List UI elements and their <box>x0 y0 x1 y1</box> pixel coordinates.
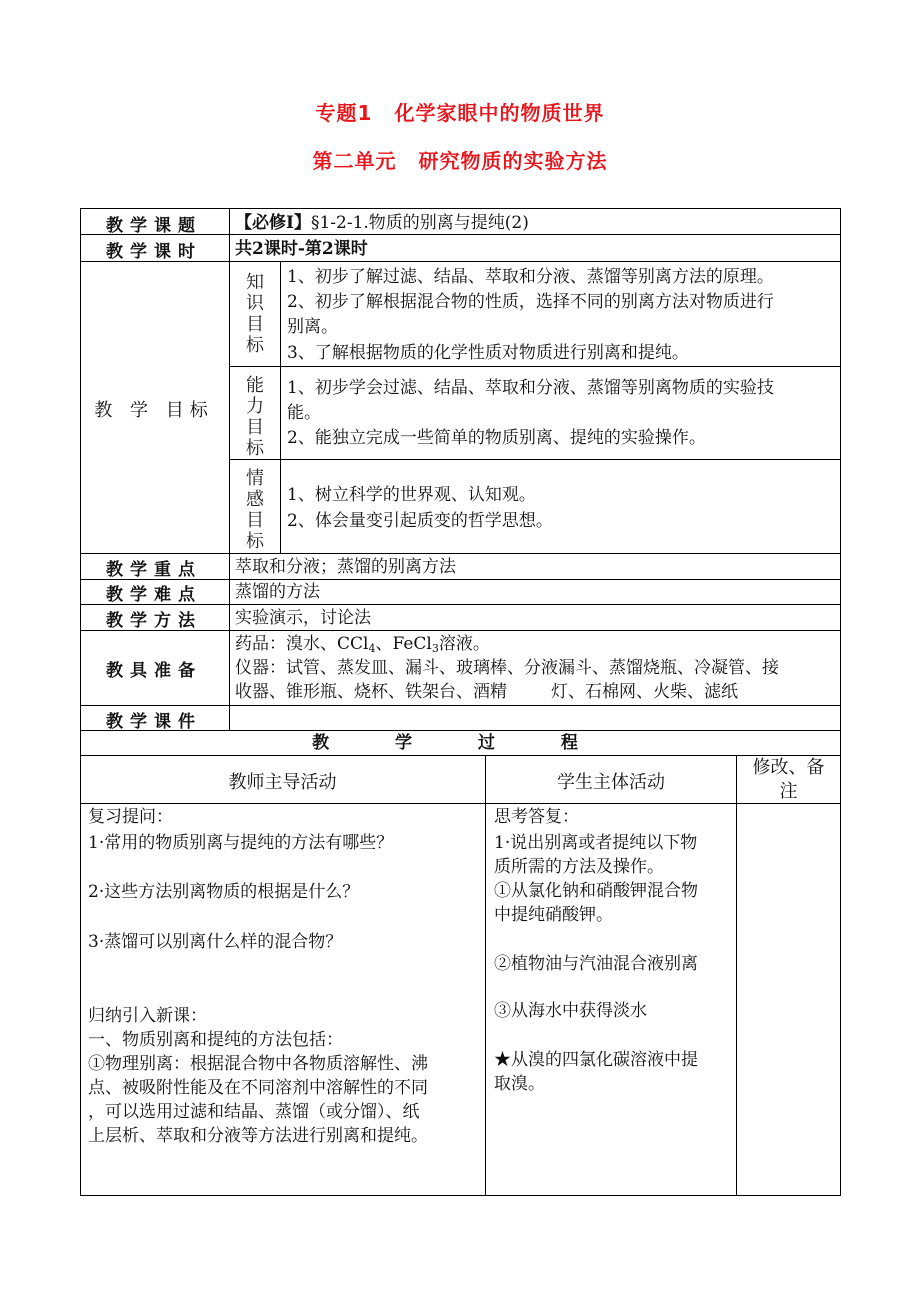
tools-drugs <box>235 632 490 656</box>
table-line <box>80 1195 841 1196</box>
student-column-header: 学生主体活动 <box>557 772 665 793</box>
table-line <box>80 553 841 554</box>
ability-label-char: 能 <box>246 375 264 396</box>
teacher-paragraph-line: 点、被吸附性能及在不同溶剂中溶解性的不同 <box>88 1078 428 1098</box>
ability-label-char: 目 <box>246 417 264 438</box>
ability-label-char: 力 <box>246 396 264 417</box>
teacher-question: 1·常用的物质别离与提纯的方法有哪些？ <box>88 833 394 853</box>
ability-item: 能。 <box>287 403 321 423</box>
table-line <box>80 755 841 756</box>
teacher-question: 2·这些方法别离物质的根据是什么？ <box>88 882 360 902</box>
teacher-review: 复习提问： <box>88 807 173 827</box>
student-think: 思考答复： <box>494 807 579 827</box>
key-point-label: 教学重点 <box>106 560 202 580</box>
table-line <box>80 803 841 804</box>
course-title-value <box>235 211 529 235</box>
student-answer-line: 质所需的方法及操作。 <box>494 857 664 877</box>
method-value: 实验演示，讨论法 <box>235 608 371 628</box>
emotion-label-char: 目 <box>246 510 264 531</box>
process-label: 教 学 过 程 <box>312 733 608 753</box>
goals-label: 教 学 目标 <box>94 400 214 421</box>
tools-label: 教具准备 <box>106 661 202 681</box>
table-line <box>840 208 841 1196</box>
teacher-paragraph-line: 上层析、萃取和分液等方法进行别离和提纯。 <box>88 1126 428 1146</box>
drug-text: 、FeCl <box>375 634 432 654</box>
teacher-section: 一、物质别离和提纯的方法包括： <box>88 1030 343 1050</box>
course-title-text: §1-2-1.物质的别离与提纯(2) <box>310 213 529 233</box>
chapter-name: 化学家眼中的物质世界 <box>394 101 605 125</box>
table-line <box>80 208 81 1196</box>
student-answer-line: ★从溴的四氯化碳溶液中提 <box>494 1050 698 1070</box>
emotion-label-char: 情 <box>246 468 264 489</box>
student-answer-line: ①从氯化钠和硝酸钾混合物 <box>494 881 698 901</box>
teacher-question: 3·蒸馏可以别离什么样的混合物？ <box>88 932 343 952</box>
table-line <box>230 366 841 367</box>
teacher-intro: 归纳引入新课： <box>88 1006 207 1026</box>
teacher-paragraph-line: ，可以选用过滤和结晶、蒸馏（或分馏）、纸 <box>88 1102 420 1122</box>
ability-goal-label <box>230 375 280 459</box>
table-line <box>80 705 841 706</box>
knowledge-item: 别离。 <box>287 317 338 337</box>
drug-text: 溶液。 <box>438 634 490 654</box>
emotion-goal-label <box>230 468 280 552</box>
knowledge-goal-label <box>230 272 280 356</box>
knowledge-item: 1、初步了解过滤、结晶、萃取和分液、蒸馏等别离方法的原理。 <box>287 267 774 287</box>
student-answer-line: ③从海水中获得淡水 <box>494 1001 647 1021</box>
ability-item: 1、初步学会过滤、结晶、萃取和分液、蒸馏等别离物质的实验技 <box>287 378 774 398</box>
student-answer-line: 1·说出别离或者提纯以下物 <box>494 833 698 853</box>
instruments-text: 收器、锥形瓶、烧杯、铁架台、酒精 <box>235 682 507 702</box>
knowledge-item: 3、了解根据物质的化学性质对物质进行别离和提纯。 <box>287 343 689 363</box>
drug-subscript: 3 <box>431 642 439 655</box>
emotion-label-char: 感 <box>246 489 264 510</box>
difficulty-value: 蒸馏的方法 <box>235 582 320 602</box>
knowledge-label-char: 识 <box>246 293 264 314</box>
chapter-number: 专题1 <box>315 101 373 125</box>
emotion-label-char: 标 <box>246 531 264 552</box>
emotion-item: 1、树立科学的世界观、认知观。 <box>287 485 536 505</box>
unit-name: 研究物质的实验方法 <box>418 149 608 173</box>
knowledge-label-char: 目 <box>246 314 264 335</box>
table-line <box>736 755 737 1196</box>
notes-header-line: 修改、备 <box>752 757 825 778</box>
difficulty-label: 教学难点 <box>106 585 202 605</box>
tools-instruments-line2 <box>235 680 738 704</box>
table-line <box>230 459 841 460</box>
table-line <box>485 755 486 1196</box>
notes-header-line: 注 <box>779 781 798 802</box>
courseware-label: 教学课件 <box>106 712 202 732</box>
tools-instruments-line1: 仪器：试管、蒸发皿、漏斗、玻璃棒、分液漏斗、蒸馏烧瓶、冷凝管、接 <box>235 658 779 678</box>
unit-number: 第二单元 <box>312 149 397 173</box>
student-answer-line: ②植物油与汽油混合液别离 <box>494 954 698 974</box>
teacher-column-header: 教师主导活动 <box>228 772 337 793</box>
drug-subscript: 4 <box>368 642 376 655</box>
ability-item: 2、能独立完成一些简单的物质别离、提纯的实验操作。 <box>287 428 706 448</box>
teacher-paragraph-line: ①物理别离：根据混合物中各物质溶解性、沸 <box>88 1054 428 1074</box>
course-title-label: 教学课题 <box>106 216 202 236</box>
notes-column-header <box>737 756 840 804</box>
hours-label: 教学课时 <box>106 242 202 262</box>
course-title-prefix: 【必修Ⅰ】 <box>235 213 311 233</box>
student-answer-line: 取溴。 <box>494 1074 545 1094</box>
knowledge-label-char: 知 <box>246 272 264 293</box>
emotion-item: 2、体会量变引起质变的哲学思想。 <box>287 511 553 531</box>
table-line <box>80 208 841 209</box>
hours-value: 共2课时-第2课时 <box>235 239 368 259</box>
knowledge-item: 2、初步了解根据混合物的性质，选择不同的别离方法对物质进行 <box>287 292 774 312</box>
unit-title <box>0 145 920 174</box>
student-answer-line: 中提纯硝酸钾。 <box>494 905 613 925</box>
method-label: 教学方法 <box>106 611 202 631</box>
ability-label-char: 标 <box>246 438 264 459</box>
instruments-text: 灯、石棉网、火柴、滤纸 <box>551 682 738 702</box>
drug-text: 药品：溴水、CCl <box>235 634 369 654</box>
chapter-title <box>0 97 920 126</box>
key-point-value: 萃取和分液；蒸馏的别离方法 <box>235 557 456 577</box>
table-line <box>280 261 281 554</box>
knowledge-label-char: 标 <box>246 335 264 356</box>
